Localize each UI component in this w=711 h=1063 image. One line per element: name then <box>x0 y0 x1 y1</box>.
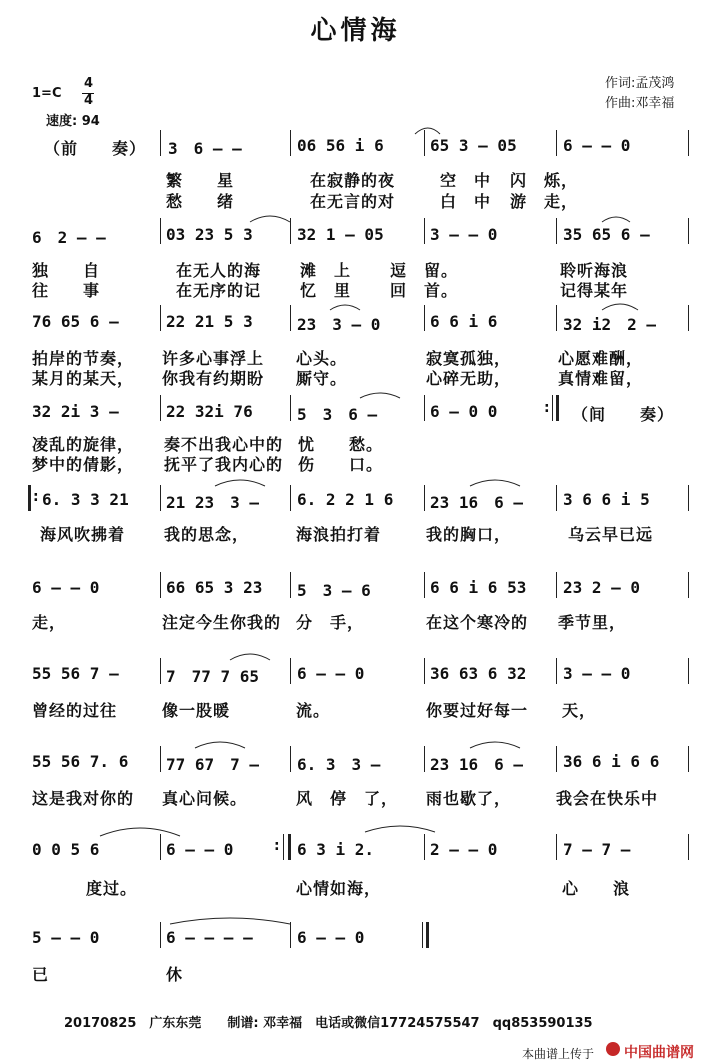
note-measure: 55 56 7 — <box>32 664 119 683</box>
lyric: 在这个寒冷的 <box>426 613 529 632</box>
note-measure: 76 65 6 — <box>32 312 119 331</box>
lyric: 往 事 <box>32 281 101 300</box>
note-measure: 6 — — 0 <box>166 840 234 859</box>
lyric: 已 <box>32 965 50 984</box>
lyric: 真情难留， <box>558 369 644 388</box>
lyric: 心碎无助， <box>426 369 512 388</box>
lyric: 你要过好每一 <box>426 701 529 720</box>
note-measure: 7 77 7 65 <box>166 667 260 686</box>
lyric: 空 中 <box>440 171 492 190</box>
note-measure: 06 56 i 6 <box>297 136 384 155</box>
site-logo: 中国曲谱网 <box>624 1045 694 1061</box>
lyric: 像一股暖 <box>162 701 231 720</box>
repeat-dots: : <box>33 489 39 505</box>
note-measure: 5 3 — 6 <box>297 581 371 600</box>
note-measure: 6 2 — — <box>32 228 106 247</box>
interlude-label: （间 奏） <box>572 405 675 424</box>
note-measure: 6. 3 3 21 <box>42 490 129 509</box>
lyric: 你我有约期盼 <box>162 369 265 388</box>
lyric: 心头。 <box>296 349 348 368</box>
lyric: 许多心事浮上 <box>162 349 265 368</box>
lyric: 我的思念， <box>164 525 250 544</box>
lyric: 心愿难酬， <box>558 349 644 368</box>
lyric: 心 浪 <box>562 879 631 898</box>
note-measure: 2 — — 0 <box>430 840 498 859</box>
lyric: 梦中的倩影， <box>32 455 135 474</box>
lyric: 曾经的过往 <box>32 701 118 720</box>
lyric: 我会在快乐中 <box>556 789 659 808</box>
lyric: 注定今生你我的 <box>162 613 282 632</box>
note-measure: 22 32i 76 <box>166 402 253 421</box>
lyric: 回 首。 <box>390 281 459 300</box>
note-measure: 66 65 3 23 <box>166 578 263 597</box>
note-measure: 6 3 i 2. <box>297 840 375 859</box>
note-measure: 6. 2 2 1 6 <box>297 490 394 509</box>
lyric: 寂寞孤独， <box>426 349 512 368</box>
key-signature: 1=C <box>32 86 62 101</box>
lyric: 这是我对你的 <box>32 789 135 808</box>
lyric: 记得某年 <box>560 281 629 300</box>
lyric: 抚平了我内心的 <box>164 455 284 474</box>
lyric: 天， <box>562 701 597 720</box>
lyric: 走， <box>32 613 67 632</box>
lyricist-credit: 作词:孟茂鸿 <box>605 76 675 91</box>
note-measure: 23 16 6 — <box>430 755 524 774</box>
repeat-dots: : <box>274 838 280 854</box>
lyric: 在无序的记 <box>176 281 262 300</box>
lyric: 忆 里 <box>300 281 352 300</box>
lyric: 风 停 了， <box>296 789 399 808</box>
lyric: 闪 烁， <box>510 171 579 190</box>
lyric: 凌乱的旋律， <box>32 435 135 454</box>
lyric: 季节里， <box>558 613 627 632</box>
lyric: 乌云早已远 <box>568 525 654 544</box>
note-measure: 5 3 6 — <box>297 405 378 424</box>
time-signature-bottom: 4 <box>84 93 94 108</box>
lyric: 在无言的对 <box>310 192 396 211</box>
note-measure: 3 — — 0 <box>430 225 498 244</box>
composer-credit: 作曲:邓幸福 <box>605 96 675 111</box>
note-measure: 36 6 i 6 6 <box>563 752 660 771</box>
lyric: 愁 绪 <box>166 192 235 211</box>
note-measure: 6 — — 0 <box>297 928 365 947</box>
note-measure: 36 63 6 32 <box>430 664 527 683</box>
note-measure: 5 — — 0 <box>32 928 100 947</box>
note-measure: 6 — — — — <box>166 928 253 947</box>
lyric: 独 自 <box>32 261 101 280</box>
lyric: 白 中 <box>440 192 492 211</box>
footer-info: 20170825 广东东莞 制谱: 邓幸福 电话或微信17724575547 qq853590135 <box>64 1016 593 1031</box>
lyric: 厮守。 <box>296 369 348 388</box>
lyric: 聆听海浪 <box>560 261 629 280</box>
lyric: 滩 上 <box>300 261 352 280</box>
lyric: 海风吹拂着 <box>40 525 126 544</box>
note-measure: 21 23 3 — <box>166 493 260 512</box>
repeat-dots: : <box>544 400 550 416</box>
note-measure: 6. 3 3 — <box>297 755 381 774</box>
note-measure: 32 2i 3 — <box>32 402 119 421</box>
note-measure: 23 16 6 — <box>430 493 524 512</box>
lyric: 我的胸口， <box>426 525 512 544</box>
lyric: 度过。 <box>86 879 138 898</box>
prelude-label: （前 奏） <box>44 139 147 158</box>
note-measure: 23 2 — 0 <box>563 578 641 597</box>
note-measure: 03 23 5 3 <box>166 225 253 244</box>
lyric: 心情如海， <box>296 879 382 898</box>
note-measure: 6 — 0 0 <box>430 402 498 421</box>
lyric: 游 走， <box>510 192 579 211</box>
note-measure: 22 21 5 3 <box>166 312 253 331</box>
note-measure: 32 1 — 05 <box>297 225 384 244</box>
lyric: 休 <box>166 965 184 984</box>
note-measure: 3 6 6 i 5 <box>563 490 650 509</box>
lyric: 伤 口。 <box>298 455 384 474</box>
lyric: 某月的某天， <box>32 369 135 388</box>
note-measure: 32 i2 2 — <box>563 315 657 334</box>
lyric: 繁 星 <box>166 171 235 190</box>
lyric: 海浪拍打着 <box>296 525 382 544</box>
note-measure: 6 6 i 6 <box>430 312 498 331</box>
note-measure: 3 6 — — <box>168 139 242 158</box>
note-measure: 65 3 — 05 <box>430 136 517 155</box>
lyric: 在寂静的夜 <box>310 171 396 190</box>
note-measure: 0 0 5 6 <box>32 840 100 859</box>
note-measure: 3 — — 0 <box>563 664 631 683</box>
note-measure: 6 — — 0 <box>563 136 631 155</box>
time-signature-top: 4 <box>84 76 94 91</box>
lyric: 拍岸的节奏， <box>32 349 135 368</box>
note-measure: 6 — — 0 <box>32 578 100 597</box>
note-measure: 23 3 — 0 <box>297 315 381 334</box>
tempo-marking: 速度: 94 <box>46 114 100 129</box>
upload-note: 本曲谱上传于 <box>522 1047 595 1061</box>
note-measure: 55 56 7. 6 <box>32 752 129 771</box>
note-measure: 7 — 7 — <box>563 840 631 859</box>
note-measure: 77 67 7 — <box>166 755 260 774</box>
lyric: 奏不出我心中的 <box>164 435 284 454</box>
note-measure: 35 65 6 — <box>563 225 650 244</box>
lyric: 雨也歇了， <box>426 789 512 808</box>
lyric: 分 手， <box>296 613 365 632</box>
lyric: 逗 留。 <box>390 261 459 280</box>
site-logo-icon <box>606 1042 620 1056</box>
song-title: 心情海 <box>310 16 401 46</box>
note-measure: 6 6 i 6 53 <box>430 578 527 597</box>
lyric: 真心问候。 <box>162 789 248 808</box>
lyric: 流。 <box>296 701 331 720</box>
note-measure: 6 — — 0 <box>297 664 365 683</box>
lyric: 忧 愁。 <box>298 435 384 454</box>
lyric: 在无人的海 <box>176 261 262 280</box>
